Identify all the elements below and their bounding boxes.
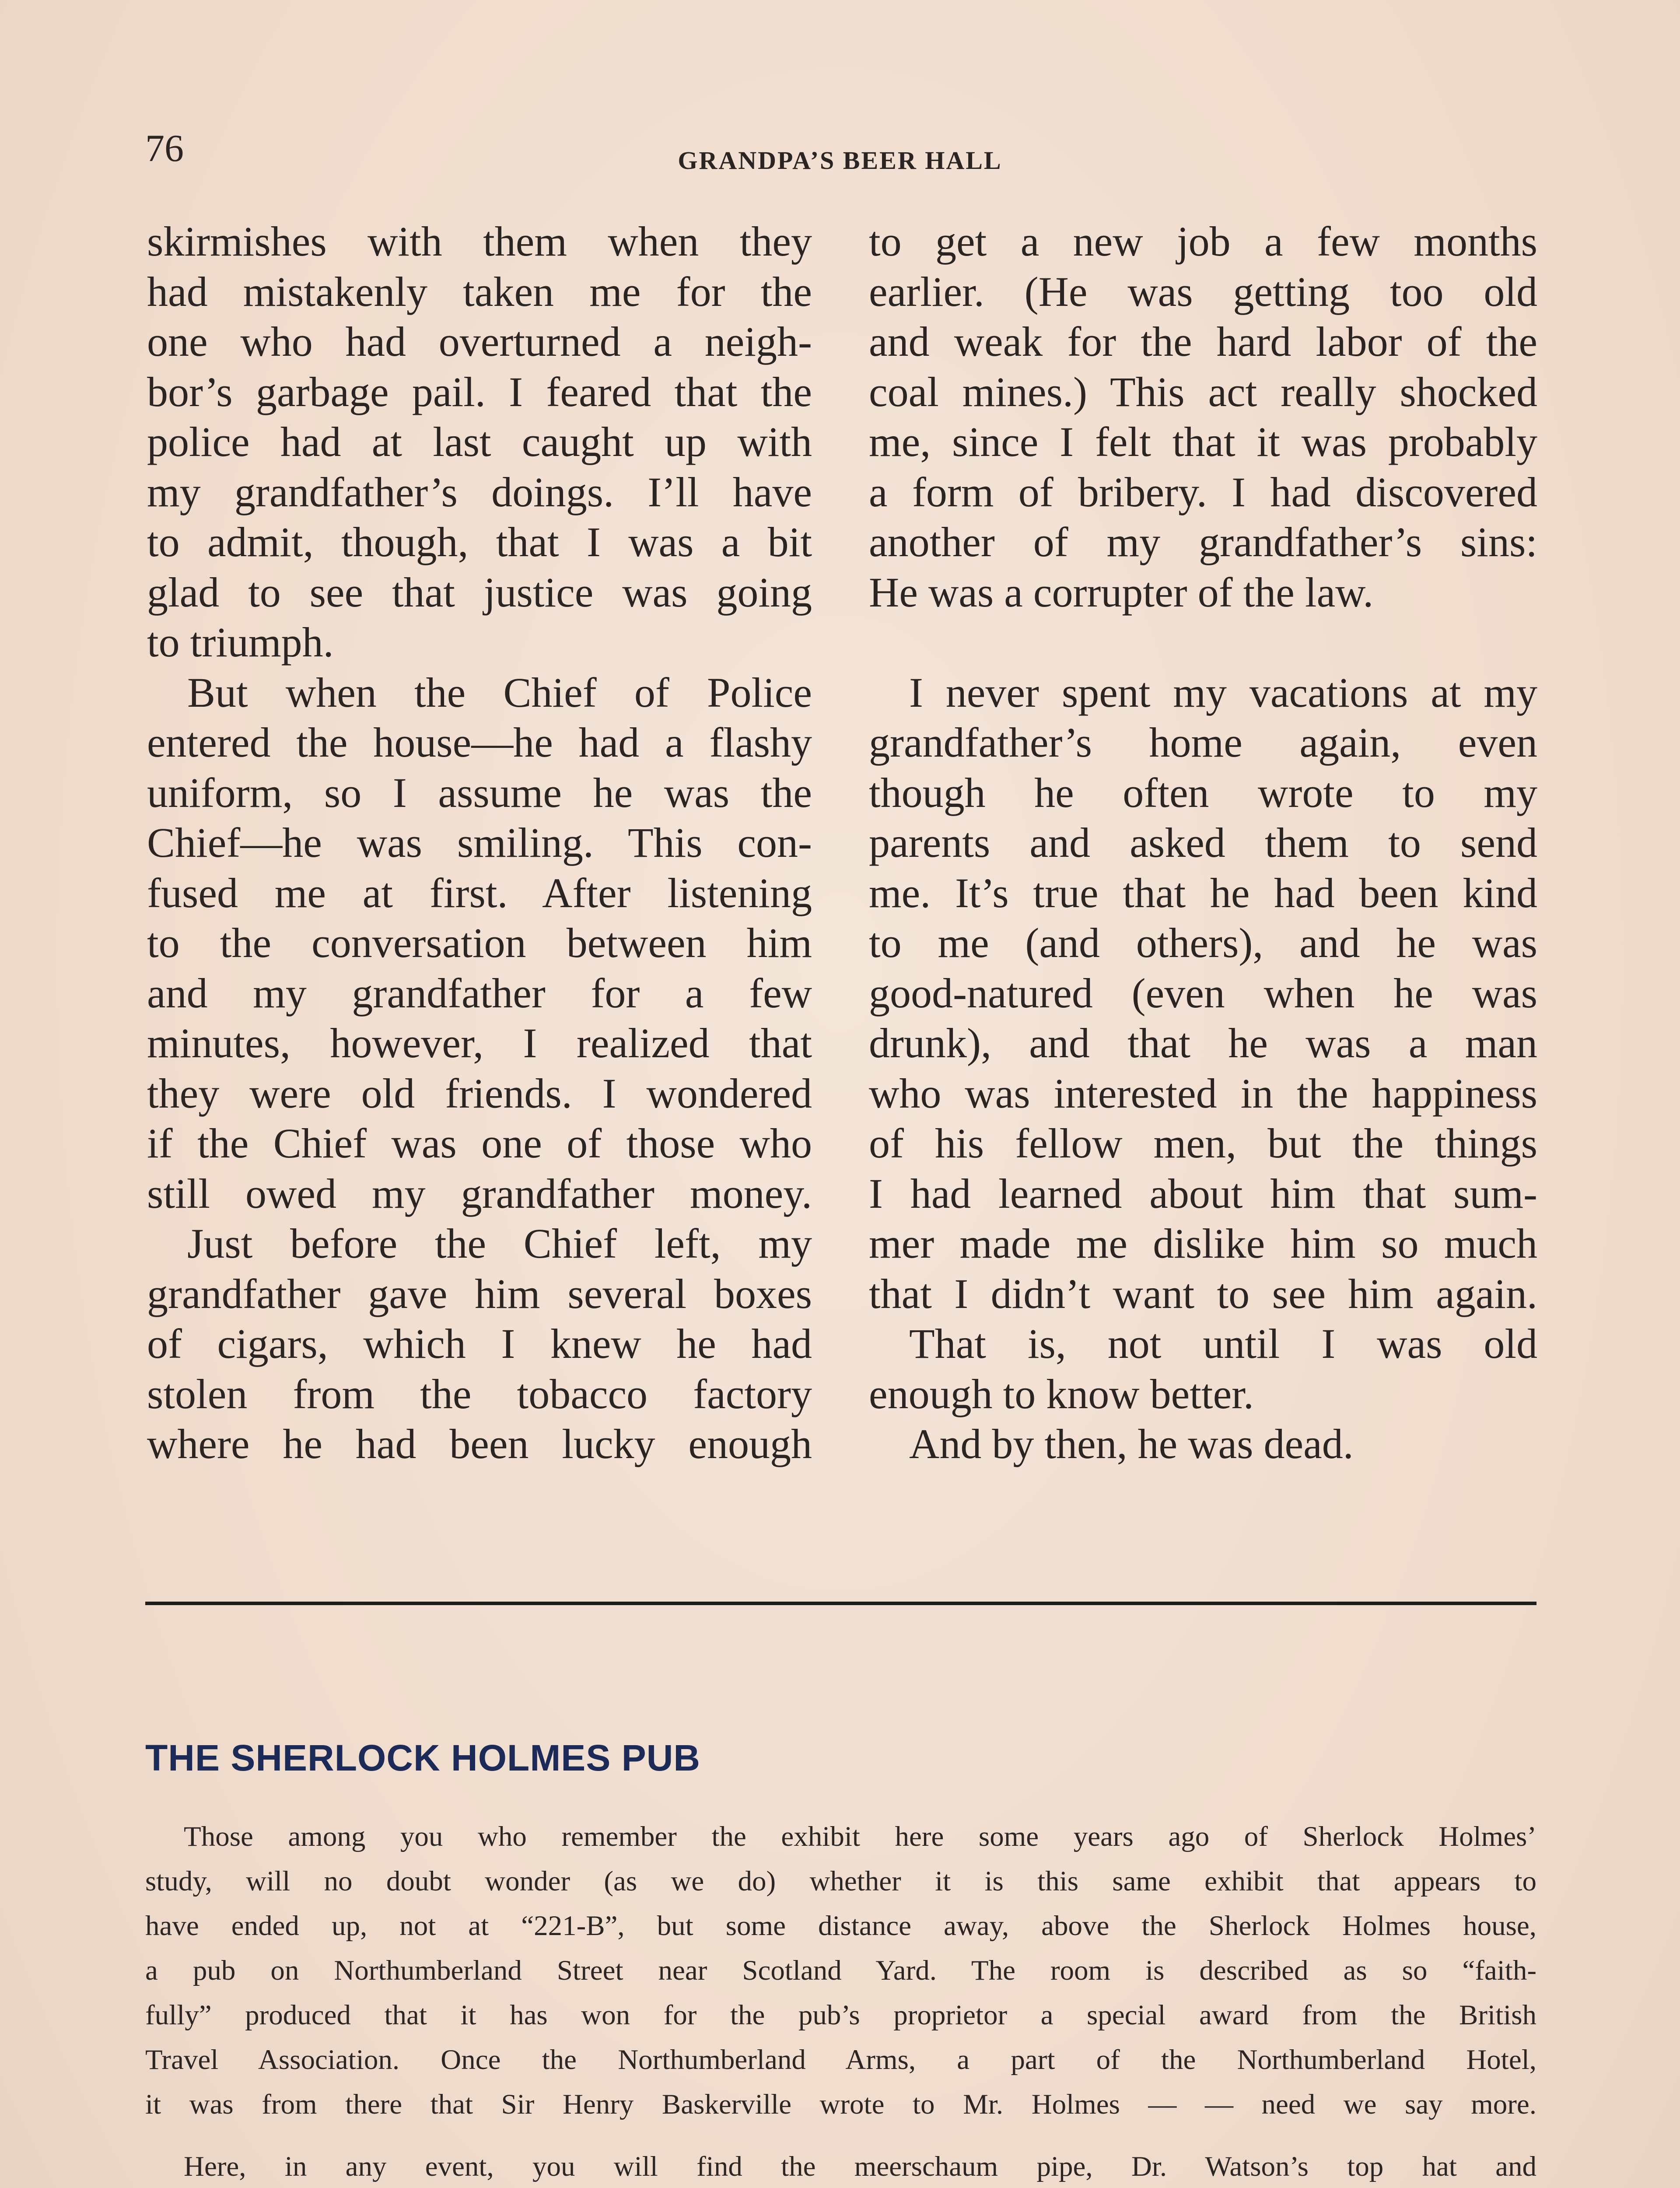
sidebar-line: a pub on Northumberland Street near Scotland Yard. The room is described as so “faith- — [145, 1955, 1536, 1986]
sidebar-line: fully” produced that it has won for the pub’s proprietor a special award from the British — [145, 1999, 1536, 2031]
text-line: police had at last caught up with — [147, 418, 812, 465]
text-line: minutes, however, I realized that — [147, 1020, 812, 1066]
text-line: bor’s garbage pail. I feared that the — [147, 368, 812, 415]
page-number: 76 — [145, 127, 184, 170]
text-line: grandfather gave him several boxes — [147, 1270, 812, 1317]
text-line: uniform, so I assume he was the — [147, 769, 812, 816]
sidebar-line: it was from there that Sir Henry Baskerville wrote to Mr. Holmes — — need we say more. — [145, 2089, 1536, 2120]
sidebar-line: Here, in any event, you will find the meerschaum pipe, Dr. Watson’s top hat and — [184, 2151, 1536, 2182]
sidebar-line: Those among you who remember the exhibit here some years ago of Sherlock Holmes’ — [184, 1821, 1536, 1852]
right-text-column — [869, 217, 1537, 1469]
text-line: of cigars, which I knew he had — [147, 1320, 812, 1367]
running-title: GRANDPA’S BEER HALL — [678, 146, 1002, 175]
text-line: good-natured (even when he was — [869, 969, 1537, 1017]
text-line: entered the house—he had a flashy — [147, 719, 812, 766]
text-line: to me (and others), and he was — [869, 919, 1537, 966]
text-line: a form of bribery. I had discovered — [869, 468, 1537, 515]
text-line: my grandfather’s doings. I’ll have — [147, 468, 812, 515]
text-line: drunk), and that he was a man — [869, 1020, 1537, 1066]
text-line: that I didn’t want to see him again. — [869, 1270, 1537, 1317]
text-line: they were old friends. I wondered — [147, 1069, 812, 1117]
text-line: who was interested in the happiness — [869, 1069, 1537, 1117]
text-line: and weak for the hard labor of the — [869, 318, 1537, 365]
text-line: to triumph. — [147, 619, 334, 666]
text-line: still owed my grandfather money. — [147, 1170, 812, 1217]
text-line: earlier. (He was getting too old — [869, 268, 1537, 315]
text-line: to admit, though, that I was a bit — [147, 519, 812, 565]
text-line: But when the Chief of Police — [187, 669, 812, 716]
text-line: of his fellow men, but the things — [869, 1120, 1537, 1167]
left-text-column — [147, 217, 812, 1469]
text-line: He was a corrupter of the law. — [869, 568, 1374, 616]
text-line: coal mines.) This act really shocked — [869, 368, 1537, 415]
text-line: one who had overturned a neigh- — [147, 318, 812, 365]
text-line: glad to see that justice was going — [147, 568, 812, 616]
sidebar-line: have ended up, not at “221-B”, but some distance away, above the Sherlock Holmes house, — [145, 1910, 1536, 1942]
section-divider — [145, 1602, 1536, 1605]
text-line: me, since I felt that it was probably — [869, 418, 1537, 465]
text-line: stolen from the tobacco factory — [147, 1370, 812, 1417]
text-line: to the conversation between him — [147, 919, 812, 966]
text-line: Chief—he was smiling. This con- — [147, 819, 812, 866]
text-line: That is, not until I was old — [909, 1320, 1537, 1367]
text-line: Just before the Chief left, my — [187, 1220, 812, 1267]
paragraph-gap — [145, 2127, 1536, 2144]
text-line: parents and asked them to send — [869, 819, 1537, 866]
text-line: fused me at first. After listening — [147, 869, 812, 916]
blank-line — [869, 617, 1537, 668]
text-line: skirmishes with them when they — [147, 218, 812, 265]
text-line: I never spent my vacations at my — [909, 669, 1537, 716]
text-line: I had learned about him that sum- — [869, 1170, 1537, 1217]
sidebar-line: Travel Association. Once the Northumberland Arms, a part of the Northumberland Hotel, — [145, 2044, 1536, 2076]
text-line: mer made me dislike him so much — [869, 1220, 1537, 1267]
text-line: enough to know better. — [869, 1370, 1254, 1417]
text-line: though he often wrote to my — [869, 769, 1537, 816]
text-line: another of my grandfather’s sins: — [869, 519, 1537, 565]
text-line: to get a new job a few months — [869, 218, 1537, 265]
sidebar-title: THE SHERLOCK HOLMES PUB — [145, 1737, 701, 1778]
text-line: had mistakenly taken me for the — [147, 268, 812, 315]
text-line: where he had been lucky enough — [147, 1420, 812, 1467]
sidebar-body — [145, 1814, 1536, 2188]
text-line: grandfather’s home again, even — [869, 719, 1537, 766]
text-line: if the Chief was one of those who — [147, 1120, 812, 1167]
text-line: and my grandfather for a few — [147, 969, 812, 1017]
text-line: me. It’s true that he had been kind — [869, 869, 1537, 916]
text-line: And by then, he was dead. — [909, 1420, 1354, 1467]
sidebar-line: study, will no doubt wonder (as we do) whether it is this same exhibit that appears to — [145, 1865, 1536, 1897]
